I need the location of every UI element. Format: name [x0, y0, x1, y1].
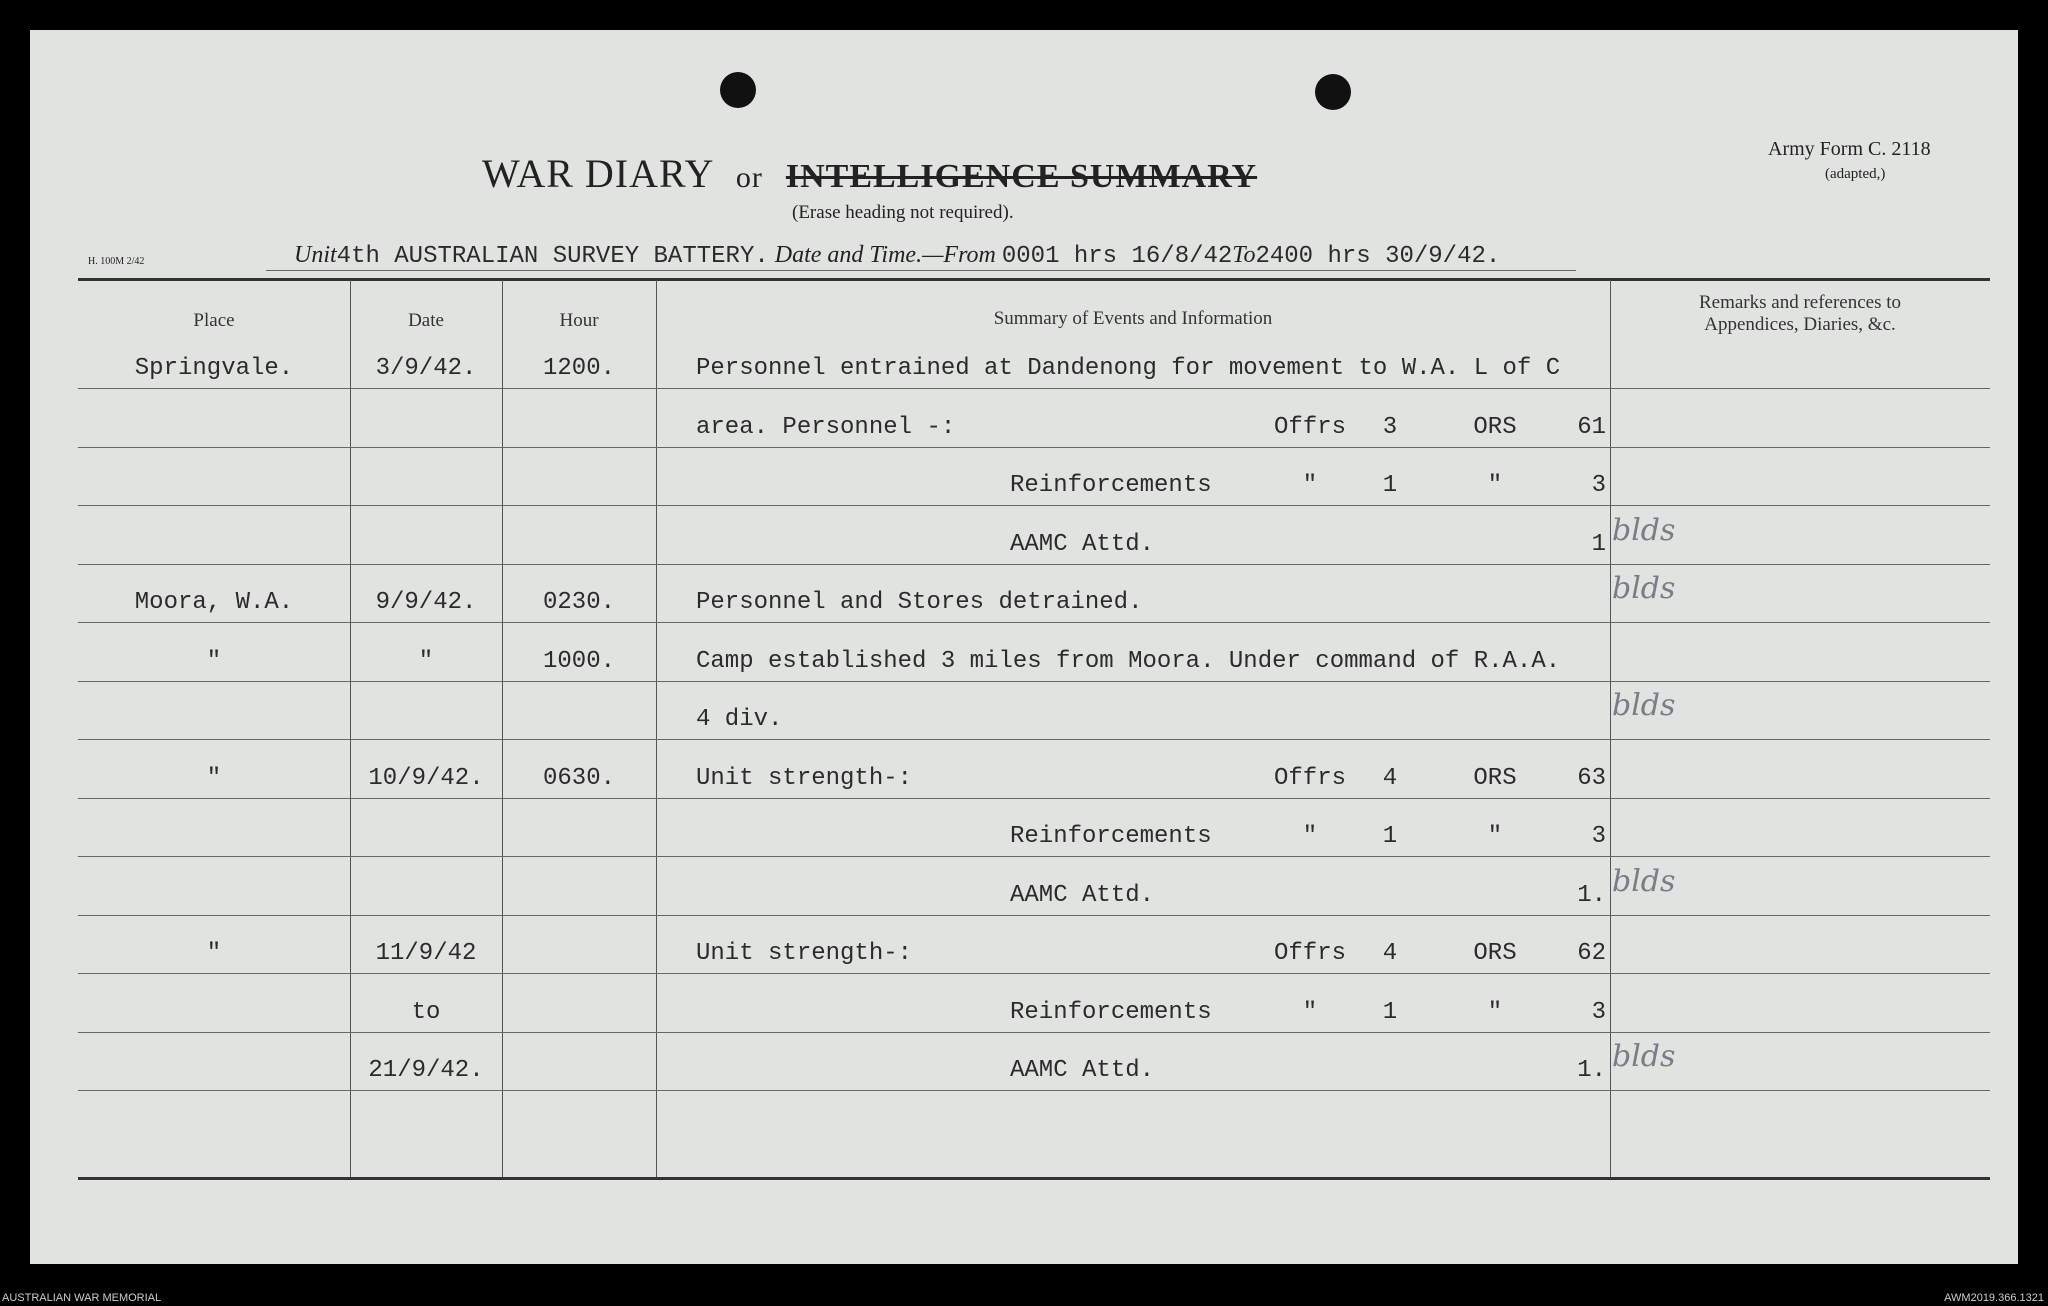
row-place: " — [206, 764, 222, 792]
row-rule — [78, 1090, 1990, 1091]
row-offrs-label: Offrs — [1273, 764, 1346, 792]
row-summary: Unit strength-: — [696, 940, 913, 967]
row-ors-label: ORS — [1473, 764, 1517, 792]
row-summary: Reinforcements — [1010, 472, 1212, 499]
row-initials: blds — [1612, 863, 1676, 899]
row-summary: Unit strength-: — [696, 764, 913, 792]
row-rule — [78, 622, 1990, 623]
punch-hole-right — [1315, 74, 1351, 110]
row-offrs-count: 1 — [1382, 823, 1398, 850]
row-summary: Camp established 3 miles from Moora. Under command of R.A.A. — [696, 647, 1561, 675]
row-date: to — [411, 998, 441, 1026]
row-ors-count: 63 — [1577, 764, 1606, 792]
divider-date-hour — [502, 280, 503, 1177]
row-hour: 1200. — [542, 355, 615, 382]
row-rule — [78, 388, 1990, 389]
row-summary: Reinforcements — [1010, 823, 1212, 850]
to-value: 2400 hrs 30/9/42. — [1255, 243, 1501, 270]
army-form-number: Army Form C. 2118 — [1768, 138, 1931, 160]
row-initials: blds — [1612, 512, 1676, 548]
row-ors-label: " — [1487, 472, 1503, 499]
row-rule — [78, 505, 1990, 506]
footer-reference: AWM2019.366.1321 — [1944, 1292, 2044, 1304]
title-or: or — [735, 161, 763, 194]
title-main: WAR DIARY — [482, 151, 713, 196]
archive-footer — [0, 1292, 2048, 1306]
unit-label: Unit — [294, 242, 337, 268]
row-date: 10/9/42. — [368, 764, 484, 792]
row-ors-count: 61 — [1577, 413, 1606, 441]
adapted-note: (adapted,) — [1825, 166, 1886, 182]
row-summary: AAMC Attd. — [1010, 530, 1155, 558]
row-initials: blds — [1612, 1039, 1676, 1074]
to-label: To — [1232, 242, 1256, 268]
row-ors-label: " — [1487, 823, 1503, 850]
row-offrs-count: 1 — [1382, 472, 1398, 499]
row-ors-label: ORS — [1473, 413, 1517, 441]
row-date: 21/9/42. — [368, 1057, 484, 1084]
row-ors-count: 3 — [1591, 998, 1606, 1026]
col-header-place: Place — [193, 310, 235, 331]
row-date: 3/9/42. — [375, 355, 477, 382]
row-initials: blds — [1612, 688, 1676, 723]
from-value: 0001 hrs 16/8/42 — [1001, 243, 1233, 270]
row-place: Springvale. — [134, 355, 294, 382]
diary-page — [30, 30, 2018, 1264]
row-summary: Reinforcements — [1010, 998, 1212, 1026]
row-place: " — [206, 647, 222, 675]
row-initials: blds — [1612, 571, 1676, 606]
erase-note: (Erase heading not required). — [792, 202, 1014, 223]
unit-line — [294, 242, 1500, 270]
row-summary: area. Personnel -: — [696, 413, 956, 441]
punch-hole-left — [720, 72, 756, 108]
row-ors-count: 62 — [1577, 940, 1606, 967]
row-ors-label: " — [1487, 998, 1503, 1026]
row-rule — [78, 564, 1990, 565]
row-date: " — [418, 647, 434, 675]
row-offrs-count: 3 — [1382, 413, 1398, 441]
row-offrs-count: 4 — [1382, 764, 1398, 792]
divider-hour-summary — [656, 280, 657, 1177]
row-offrs-label: " — [1302, 998, 1318, 1026]
col-header-remarks-line1: Remarks and references to — [1698, 292, 1902, 313]
form-title — [482, 150, 1257, 197]
row-summary: 4 div. — [696, 706, 783, 733]
row-rule — [78, 798, 1990, 799]
row-place: Moora, W.A. — [134, 589, 294, 616]
date-time-label: Date and Time.—From — [774, 242, 996, 268]
row-summary: AAMC Attd. — [1010, 1057, 1155, 1084]
row-hour: 1000. — [542, 647, 615, 675]
row-ors-count: 1. — [1577, 881, 1606, 909]
row-rule — [78, 447, 1990, 448]
col-header-summary: Summary of Events and Information — [993, 308, 1273, 329]
row-date: 9/9/42. — [375, 589, 477, 616]
unit-underline — [266, 270, 1576, 271]
row-offrs-count: 1 — [1382, 998, 1398, 1026]
col-header-remarks-line2: Appendices, Diaries, &c. — [1704, 314, 1896, 335]
row-offrs-label: Offrs — [1273, 940, 1346, 967]
row-hour: 0230. — [542, 589, 615, 616]
col-header-date: Date — [408, 310, 444, 331]
row-ors-count: 1 — [1591, 530, 1606, 558]
row-rule — [78, 973, 1990, 974]
title-struck: INTELLIGENCE SUMMARY — [785, 158, 1258, 195]
row-summary: AAMC Attd. — [1010, 881, 1155, 909]
divider-place-date — [350, 280, 351, 1177]
divider-summary-remarks — [1610, 280, 1611, 1177]
row-date: 11/9/42 — [375, 940, 477, 967]
row-summary: Personnel and Stores detrained. — [696, 589, 1143, 616]
table-bottom-rule — [78, 1177, 1990, 1180]
row-rule — [78, 681, 1990, 682]
row-summary: Personnel entrained at Dandenong for movement to W.A. L of C — [696, 355, 1561, 382]
col-header-hour: Hour — [559, 310, 599, 331]
row-offrs-label: " — [1302, 823, 1318, 850]
print-code: H. 100M 2/42 — [88, 256, 145, 267]
row-offrs-count: 4 — [1382, 940, 1398, 967]
row-place: " — [206, 940, 222, 967]
row-rule — [78, 856, 1990, 857]
row-rule — [78, 915, 1990, 916]
row-ors-count: 1. — [1577, 1057, 1606, 1084]
row-rule — [78, 739, 1990, 740]
row-ors-count: 3 — [1591, 472, 1606, 499]
unit-value: 4th AUSTRALIAN SURVEY BATTERY. — [336, 243, 769, 270]
row-hour: 0630. — [542, 764, 615, 792]
row-ors-count: 3 — [1591, 823, 1606, 850]
footer-institution: AUSTRALIAN WAR MEMORIAL — [2, 1292, 162, 1304]
row-ors-label: ORS — [1473, 940, 1517, 967]
table-top-rule — [78, 278, 1990, 281]
row-offrs-label: " — [1302, 472, 1318, 499]
row-offrs-label: Offrs — [1273, 413, 1346, 441]
row-rule — [78, 1032, 1990, 1033]
